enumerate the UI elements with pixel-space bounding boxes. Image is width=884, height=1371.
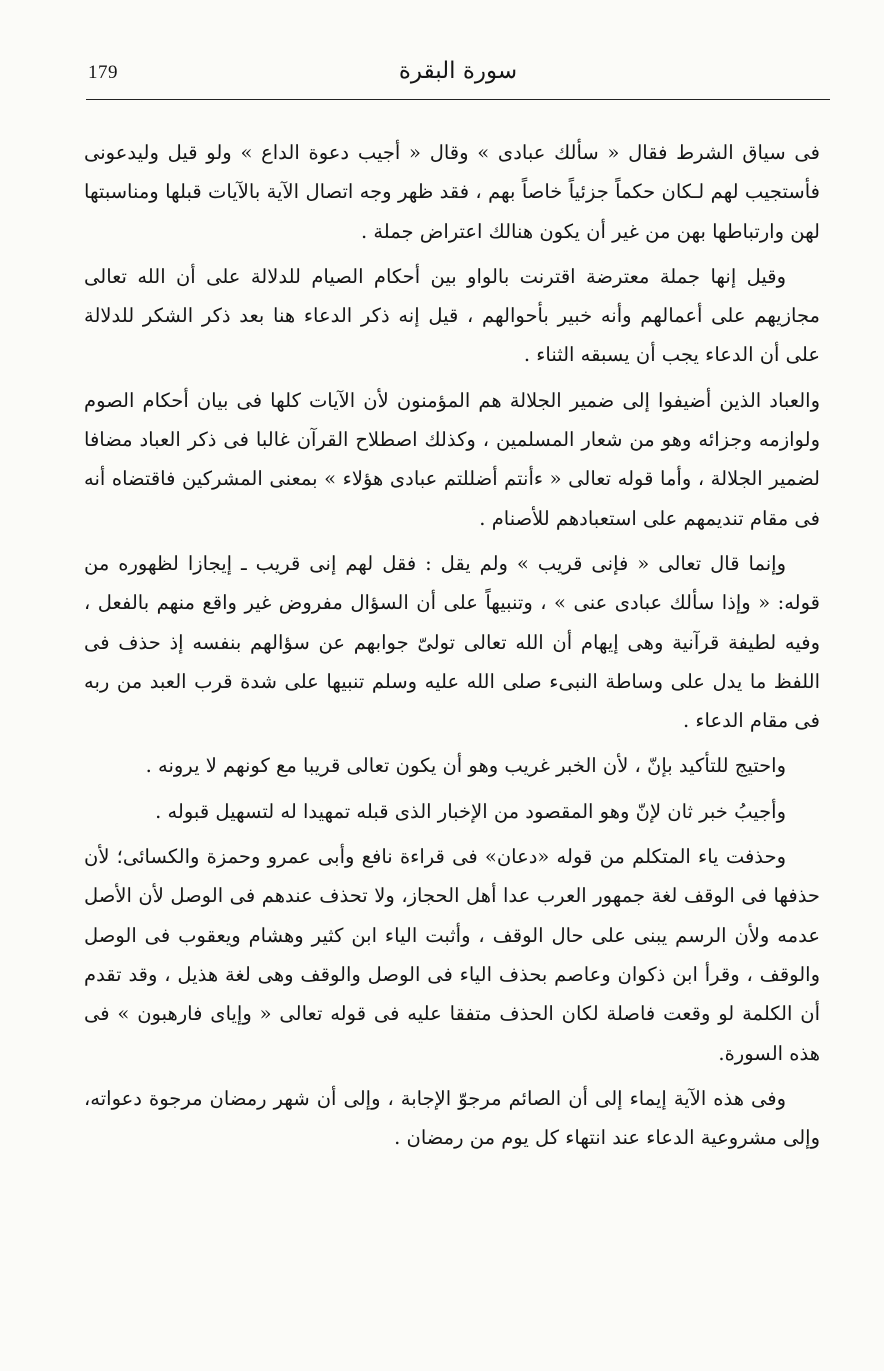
paragraph-4: وإنما قال تعالى « فإنى قريب » ولم يقل : فقل لهم إنى قريب ـ إيجازا لظهوره من قوله: « وإذا سألك عبادى عنى » ، وتنبيهاً على أن السؤال مفروض غير واقع منهم بالفعل ، وفيه لطيفة قرآنية وهى إيهام أن الله تعالى تولىّ جوابهم عن سؤالهم بنفسه إذ حذف فى اللفظ ما يدل على وساطة النبىء صلى الله عليه وسلم تنبيها على شدة قرب العبد من ربه فى مقام الدعاء . <box>84 551 820 733</box>
paragraph-7: وحذفت ياء المتكلم من قوله «دعان» فى قراءة نافع وأبى عمرو وحمزة والكسائى؛ لأن حذفها فى الوقف لغة جمهور العرب عدا أهل الحجاز، ولا تحذف عندهم فى الوصل لأن الأصل عدمه ولأن الرسم يبنى على حال الوقف ، وأثبت الياء ابن كثير وهشام ويعقوب فى الوصل والوقف ، وقرأ ابن ذكوان وعاصم بحذف الياء فى الوصل والوقف وهى لغة هذيل ، وقد تقدم أن الكلمة لو وقعت فاصلة لكان الحذف متفقا عليه فى قوله تعالى « وإياى فارهبون » فى هذه السورة. <box>84 845 820 1065</box>
paragraph-3: والعباد الذين أضيفوا إلى ضمير الجلالة هم المؤمنون لأن الآيات كلها فى بيان أحكام الصوم ولوازمه وجزائه وهو من شعار المسلمين ، وكذلك اصطلاح القرآن غالبا فى ذكر العباد مضافا لضمير الجلالة ، وأما قوله تعالى « ءأنتم أضللتم عبادى هؤلاء » بمعنى المشركين فاقتضاه أنه فى مقام تنديمهم على استعبادهم للأصنام . <box>84 388 820 530</box>
page-header <box>86 52 830 98</box>
paragraph-6: وأجيبُ خبر ثان لإنّ وهو المقصود من الإخبار الذى قبله تمهيدا له لتسهيل قبوله . <box>155 799 786 823</box>
running-title: سورة البقرة <box>398 58 518 84</box>
paragraph-5: واحتيج للتأكيد بإنّ ، لأن الخبر غريب وهو أن يكون تعالى قريبا مع كونهم لا يرونه . <box>145 754 786 778</box>
page-number: 179 <box>88 62 118 83</box>
body-text <box>84 133 820 1163</box>
header-rule <box>86 99 830 100</box>
paragraph-1: فى سياق الشرط فقال « سألك عبادى » وقال « أجيب دعوة الداع » ولو قيل وليدعونى فأستجيب لهم لـكان حكماً جزئياً خاصاً بهم ، فقد ظهر وجه اتصال الآية بالآيات قبلها ومناسبتها لهن وارتباطها بهن من غير أن يكون هنالك اعتراض جملة . <box>84 141 820 243</box>
paragraph-2: وقيل إنها جملة معترضة اقترنت بالواو بين أحكام الصيام للدلالة على أن الله تعالى مجازيهم على أعمالهم وأنه خبير بأحوالهم ، قيل إنه ذكر الدعاء هنا بعد ذكر الشكر للدلالة على أن الدعاء يجب أن يسبقه الثناء . <box>84 264 820 367</box>
paragraph-8: وفى هذه الآية إيماء إلى أن الصائم مرجوّ الإجابة ، وإلى أن شهر رمضان مرجوة دعواته، وإلى مشروعية الدعاء عند انتهاء كل يوم من رمضان . <box>84 1086 820 1150</box>
